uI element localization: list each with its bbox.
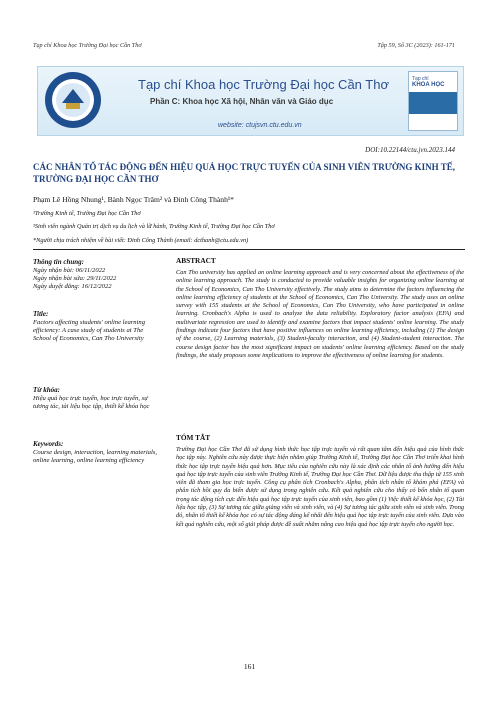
- date-revised: Ngày nhận bài sửa: 29/11/2022: [33, 275, 117, 282]
- journal-banner: [37, 66, 464, 136]
- abstract-heading: ABSTRACT: [176, 256, 216, 265]
- vietnamese-keywords-block: [33, 386, 158, 411]
- title-heading: Title:: [33, 310, 49, 318]
- affiliation-2: ²Sinh viên ngành Quản trị dịch vụ du lịch và lữ hành, Trường Kinh tế, Trường Đại học Cần Thơ: [33, 223, 275, 230]
- authors: Phạm Lê Hồng Nhung¹, Bành Ngọc Trâm² và Đinh Công Thành¹*: [33, 195, 234, 204]
- english-title-block: [33, 310, 158, 343]
- tukhoa-text: Hiệu quả học trực tuyến, học trực tuyến, sự tương tác, tài liệu học tập, thiết kế khóa học: [33, 395, 150, 410]
- tukhoa-heading: Từ khóa:: [33, 386, 60, 394]
- cover-band: [409, 92, 457, 114]
- university-logo-icon: [44, 71, 102, 129]
- journal-title: Tạp chí Khoa học Trường Đại học Cần Thơ: [138, 77, 389, 92]
- running-header-volume: Tập 59, Số 3C (2023): 161-171: [377, 42, 455, 49]
- article-info: [33, 258, 158, 291]
- article-title: CÁC NHÂN TỐ TÁC ĐỘNG ĐẾN HIỆU QUẢ HỌC TRỰC TUYẾN CỦA SINH VIÊN TRƯỜNG KINH TẾ, TRƯỜNG ĐẠI HỌC CẦN THƠ: [33, 162, 455, 184]
- journal-cover-thumbnail: [408, 71, 458, 131]
- date-received: Ngày nhận bài: 06/11/2022: [33, 267, 106, 274]
- info-heading: Thông tin chung:: [33, 258, 84, 266]
- tomtat-text: Trường Đại học Cần Thơ đã sử dụng hình thức học tập trực tuyến và rất quan tâm đến hiệu quả của hình thức học tập này. Nghiên cứu này được thực hiện nhằm giúp Trường Kinh tế, Trường Đại học Cần Thơ triển khai hình thức học tập trực tuyến hiệu quả hơn. Mục tiêu của nghiên cứu này là xác định các nhân tố ảnh hưởng đến hiệu quả học tập trực tuyến của sinh viên Trường Kinh tế, Trường Đại học Cần Thơ. Dữ liệu được thu thập từ 155 sinh viên đã tham gia học trực tuyến. Công cụ phân tích Cronbach's Alpha, phân tích nhân tố khám phá (EFA) và phân tích hồi quy đa biến được sử dụng trong nghiên cứu. Kết quả nghiên cứu cho thấy có bốn nhân tố quan trọng tác động tích cực đến hiệu quả học tập trực tuyến của sinh viên, bao gồm (1) Việc thiết kế khóa học, (2) Tài liệu học tập, (3) Sự tương tác giữa giảng viên và sinh viên, và (4) Sự tương tác giữa sinh viên và sinh viên. Trong đó, nhân tố thiết kế khóa học có sự tác động đáng kể nhất đến hiệu quả học tập trực tuyến của sinh viên. Dựa vào kết quả nghiên cứu, một số giải pháp được đề xuất nhằm nâng cao hiệu quả học tập trực tuyến cho người học.: [176, 446, 464, 528]
- abstract-text: Can Tho university has applied an online learning approach and is very concerned about the effectiveness of the online learning approach. The study is conducted to provide valuable insights for organizing online learning at the School of Economics, Can Tho University effectively. The study aims to determine the factors influencing the online learning efficiency of students at the School of Economics, Can Tho University. The study uses an online survey with 155 students at the School of Economics, Can Tho University, who have participated in online learning. Cronbach's Alpha is used to analyze the data reliability. Exploratory factor analysis (EFA) and multivariate regression are used to identify and examine factors that impact students' online learning. The study findings indicate four factors that have positive influences on online learning efficiency, including (1) The design of the course, (2) Learning materials, (3) Student-faculty interaction, and (4) Student-student interaction. The course design factor has the most significant impact on students' online learning efficiency. Based on the study findings, the study proposes some implications to improve the effectiveness of online learning for students.: [176, 269, 464, 359]
- header-divider: [33, 249, 465, 250]
- keywords-text: Course design, interaction, learning materials, online learning, online learning efficiency: [33, 449, 157, 464]
- date-accepted: Ngày duyệt đăng: 16/12/2022: [33, 283, 112, 290]
- english-keywords-block: [33, 440, 158, 465]
- tomtat-heading: TÓM TẮT: [176, 433, 211, 442]
- affiliation-1: ¹Trường Kinh tế, Trường Đại học Cần Thơ: [33, 210, 141, 217]
- english-title: Factors affecting students' online learning efficiency: A case study of students at The School of Economics, Can Tho University: [33, 319, 146, 342]
- cover-title-top: Tạp chí: [412, 76, 429, 82]
- cover-title: KHOA HỌC: [412, 82, 445, 88]
- running-header-journal: Tạp chí Khoa học Trường Đại học Cần Thơ: [33, 42, 142, 49]
- page-number: 161: [243, 662, 256, 671]
- keywords-heading: Keywords:: [33, 440, 64, 448]
- journal-website[interactable]: website: ctujsvn.ctu.edu.vn: [218, 122, 302, 129]
- corresponding-author: *Người chịu trách nhiệm về bài viết: Đinh Công Thành (email: dcthanh@ctu.edu.vn): [33, 237, 249, 244]
- journal-section: Phần C: Khoa học Xã hội, Nhân văn và Giáo dục: [150, 97, 334, 106]
- doi[interactable]: DOI:10.22144/ctu.jvn.2023.144: [365, 146, 455, 154]
